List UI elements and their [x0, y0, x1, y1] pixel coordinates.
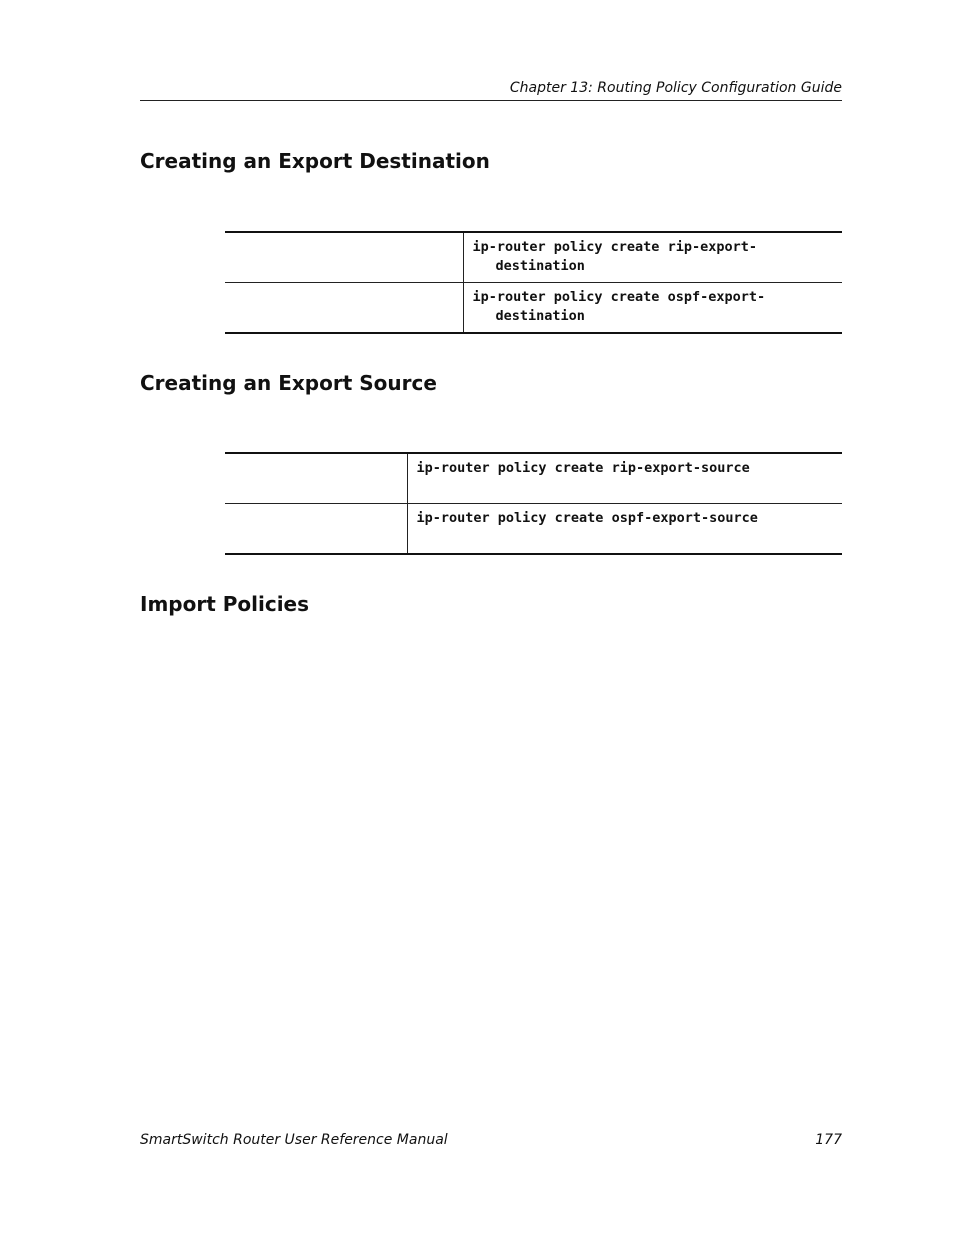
description-cell	[225, 283, 463, 334]
command-cell	[463, 283, 842, 334]
command-text: ip-router policy create ospf-export-	[472, 289, 766, 305]
command-text: ip-router policy create rip-export-	[472, 239, 757, 255]
command-cell	[463, 232, 842, 283]
running-footer	[140, 1131, 842, 1149]
export-source-table	[225, 452, 842, 555]
command-text-continuation: destination	[495, 308, 585, 324]
command-text-continuation: destination	[495, 258, 585, 274]
command-text: ip-router policy create ospf-export-source	[416, 510, 758, 526]
section-heading-export-source: Creating an Export Source	[140, 371, 437, 395]
export-destination-table	[225, 231, 842, 334]
description-cell	[225, 453, 407, 504]
command-text: ip-router policy create rip-export-source	[416, 460, 750, 476]
command-cell	[407, 504, 842, 555]
description-cell	[225, 504, 407, 555]
table-row	[225, 232, 842, 283]
command-cell	[407, 453, 842, 504]
header-rule	[140, 100, 842, 101]
description-cell	[225, 232, 463, 283]
section-heading-import-policies: Import Policies	[140, 592, 310, 616]
table-row	[225, 504, 842, 555]
running-header: Chapter 13: Routing Policy Configuration Guide	[509, 80, 842, 96]
table-row	[225, 283, 842, 334]
table-row	[225, 453, 842, 504]
page-number: 177	[815, 1132, 842, 1148]
manual-title: SmartSwitch Router User Reference Manual	[140, 1132, 448, 1148]
section-heading-export-destination: Creating an Export Destination	[140, 149, 490, 173]
